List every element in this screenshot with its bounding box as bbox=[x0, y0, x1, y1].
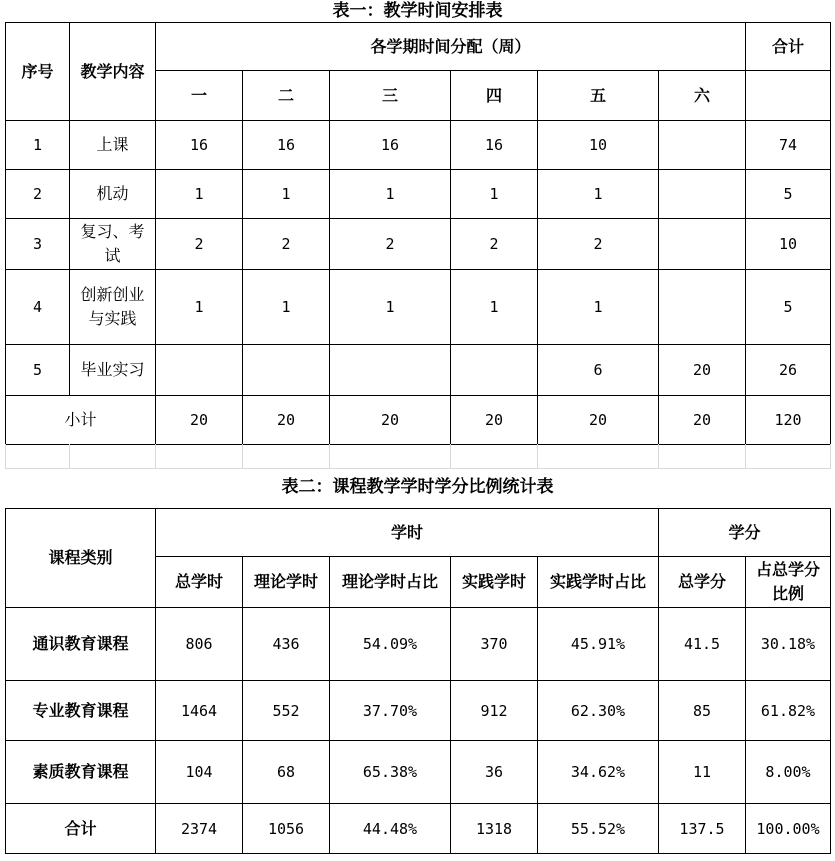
row-practice-hours: 1318 bbox=[451, 804, 538, 854]
row-value bbox=[659, 170, 746, 219]
header-credits: 学分 bbox=[659, 509, 831, 557]
row-practice-ratio: 55.52% bbox=[538, 804, 659, 854]
row-practice-hours: 912 bbox=[451, 681, 538, 741]
row-value bbox=[659, 270, 746, 345]
table-row bbox=[6, 219, 831, 270]
header-practice-ratio: 实践学时占比 bbox=[538, 557, 659, 608]
row-total: 26 bbox=[746, 345, 831, 396]
row-total: 10 bbox=[746, 219, 831, 270]
table-row bbox=[6, 170, 831, 219]
row-value: 1 bbox=[330, 270, 451, 345]
row-value bbox=[659, 121, 746, 170]
row-theory-ratio: 65.38% bbox=[330, 741, 451, 804]
table-row bbox=[6, 608, 831, 681]
table-row bbox=[6, 270, 831, 345]
row-theory-ratio: 37.70% bbox=[330, 681, 451, 741]
header-term: 一 bbox=[156, 71, 243, 121]
row-theory-ratio: 44.48% bbox=[330, 804, 451, 854]
subtotal-label: 小计 bbox=[6, 396, 156, 445]
row-value bbox=[243, 345, 330, 396]
subtotal-row bbox=[6, 396, 831, 445]
header-term: 六 bbox=[659, 71, 746, 121]
row-content: 上课 bbox=[70, 121, 156, 170]
row-total: 5 bbox=[746, 270, 831, 345]
header-term: 五 bbox=[538, 71, 659, 121]
subtotal-value: 20 bbox=[243, 396, 330, 445]
row-total-hours: 806 bbox=[156, 608, 243, 681]
header-total: 合计 bbox=[746, 23, 831, 71]
row-total-credits: 137.5 bbox=[659, 804, 746, 854]
row-practice-hours: 36 bbox=[451, 741, 538, 804]
header-theory-hours: 理论学时 bbox=[243, 557, 330, 608]
header-credit-ratio: 占总学分比例 bbox=[746, 557, 831, 608]
row-value: 1 bbox=[243, 270, 330, 345]
credit-hours-table bbox=[5, 508, 831, 854]
row-value: 10 bbox=[538, 121, 659, 170]
row-practice-ratio: 45.91% bbox=[538, 608, 659, 681]
header-practice-hours: 实践学时 bbox=[451, 557, 538, 608]
row-practice-ratio: 34.62% bbox=[538, 741, 659, 804]
header-total-credits: 总学分 bbox=[659, 557, 746, 608]
row-theory-hours: 552 bbox=[243, 681, 330, 741]
subtotal-value: 20 bbox=[451, 396, 538, 445]
row-value: 1 bbox=[156, 270, 243, 345]
row-content: 机动 bbox=[70, 170, 156, 219]
row-value: 16 bbox=[330, 121, 451, 170]
row-content: 复习、考试 bbox=[70, 219, 156, 270]
header-category: 课程类别 bbox=[6, 509, 156, 608]
row-total: 5 bbox=[746, 170, 831, 219]
row-value: 1 bbox=[538, 170, 659, 219]
row-credit-ratio: 30.18% bbox=[746, 608, 831, 681]
row-practice-ratio: 62.30% bbox=[538, 681, 659, 741]
row-value: 1 bbox=[538, 270, 659, 345]
row-value bbox=[330, 345, 451, 396]
table-row bbox=[6, 741, 831, 804]
header-weeks: 各学期时间分配（周） bbox=[156, 23, 746, 71]
row-value: 20 bbox=[659, 345, 746, 396]
subtotal-value: 20 bbox=[330, 396, 451, 445]
row-theory-hours: 68 bbox=[243, 741, 330, 804]
row-total-credits: 41.5 bbox=[659, 608, 746, 681]
subtotal-total: 120 bbox=[746, 396, 831, 445]
row-content: 毕业实习 bbox=[70, 345, 156, 396]
header-hours: 学时 bbox=[156, 509, 659, 557]
row-value: 2 bbox=[156, 219, 243, 270]
row-value: 1 bbox=[330, 170, 451, 219]
row-value: 2 bbox=[330, 219, 451, 270]
row-total-credits: 85 bbox=[659, 681, 746, 741]
spacer-grid bbox=[5, 444, 831, 469]
row-value: 16 bbox=[243, 121, 330, 170]
row-value: 16 bbox=[156, 121, 243, 170]
row-category: 专业教育课程 bbox=[6, 681, 156, 741]
header-content: 教学内容 bbox=[70, 23, 156, 121]
table-row bbox=[6, 121, 831, 170]
total-row bbox=[6, 804, 831, 854]
header-term: 三 bbox=[330, 71, 451, 121]
header-total-hours: 总学时 bbox=[156, 557, 243, 608]
row-seq: 4 bbox=[6, 270, 70, 345]
row-credit-ratio: 8.00% bbox=[746, 741, 831, 804]
row-value: 1 bbox=[156, 170, 243, 219]
row-value: 2 bbox=[451, 219, 538, 270]
teaching-schedule-table bbox=[5, 22, 831, 445]
row-value: 2 bbox=[538, 219, 659, 270]
row-total-hours: 1464 bbox=[156, 681, 243, 741]
row-category: 合计 bbox=[6, 804, 156, 854]
header-theory-ratio: 理论学时占比 bbox=[330, 557, 451, 608]
row-value bbox=[156, 345, 243, 396]
row-theory-hours: 1056 bbox=[243, 804, 330, 854]
row-credit-ratio: 100.00% bbox=[746, 804, 831, 854]
row-seq: 2 bbox=[6, 170, 70, 219]
row-theory-hours: 436 bbox=[243, 608, 330, 681]
row-value bbox=[659, 219, 746, 270]
table1-title: 表一：教学时间安排表 bbox=[332, 1, 503, 21]
table2-title: 表二：课程教学学时学分比例统计表 bbox=[281, 477, 554, 497]
row-seq: 3 bbox=[6, 219, 70, 270]
row-seq: 1 bbox=[6, 121, 70, 170]
header-term: 二 bbox=[243, 71, 330, 121]
row-value: 1 bbox=[243, 170, 330, 219]
row-credit-ratio: 61.82% bbox=[746, 681, 831, 741]
header-seq: 序号 bbox=[6, 23, 70, 121]
table-row bbox=[6, 681, 831, 741]
row-value: 1 bbox=[451, 270, 538, 345]
row-total-hours: 104 bbox=[156, 741, 243, 804]
row-seq: 5 bbox=[6, 345, 70, 396]
header-total-empty bbox=[746, 71, 831, 121]
row-value bbox=[451, 345, 538, 396]
row-category: 通识教育课程 bbox=[6, 608, 156, 681]
row-theory-ratio: 54.09% bbox=[330, 608, 451, 681]
subtotal-value: 20 bbox=[156, 396, 243, 445]
row-value: 16 bbox=[451, 121, 538, 170]
header-term: 四 bbox=[451, 71, 538, 121]
subtotal-value: 20 bbox=[538, 396, 659, 445]
row-value: 2 bbox=[243, 219, 330, 270]
row-content: 创新创业与实践 bbox=[70, 270, 156, 345]
row-practice-hours: 370 bbox=[451, 608, 538, 681]
subtotal-value: 20 bbox=[659, 396, 746, 445]
row-total: 74 bbox=[746, 121, 831, 170]
table-row bbox=[6, 345, 831, 396]
row-total-credits: 11 bbox=[659, 741, 746, 804]
row-value: 1 bbox=[451, 170, 538, 219]
row-value: 6 bbox=[538, 345, 659, 396]
row-total-hours: 2374 bbox=[156, 804, 243, 854]
row-category: 素质教育课程 bbox=[6, 741, 156, 804]
